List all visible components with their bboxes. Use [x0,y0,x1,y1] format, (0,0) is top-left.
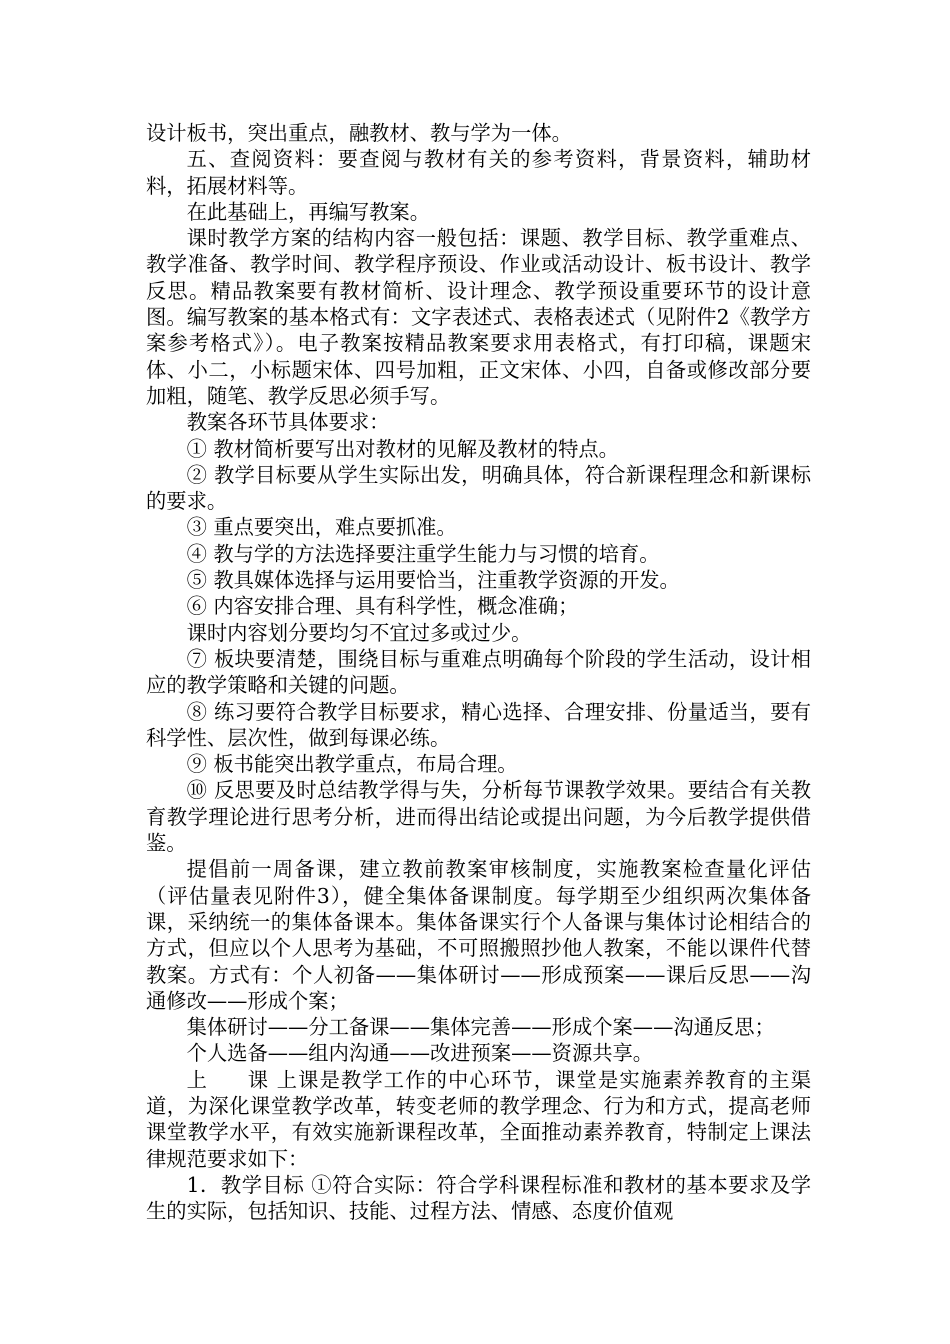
paragraph-write-plan: 在此基础上，再编写教案。 [186,199,430,224]
list-item-3: ③ 重点要突出，难点要抓准。 [186,515,457,540]
paragraph-requirements-intro: 教案各环节具体要求： [186,410,390,435]
list-item-1: ① 教材简析要写出对教材的见解及教材的特点。 [186,436,619,461]
list-item-5: ⑤ 教具媒体选择与运用要恰当，注重教学资源的开发。 [186,568,680,593]
paragraph-board-design: 设计板书，突出重点，融教材、教与学为一体。 [146,121,572,145]
paragraph-process-b: 个人选备——组内沟通——改进预案——资源共享。 [186,1041,654,1066]
list-item-2: ② 教学目标要从学生实际出发，明确具体，符合新课程理念和新课标的要求。 [146,462,811,514]
paragraph-references: 五、查阅资料：要查阅与教材有关的参考资料，背景资料，辅助材料，拓展材料等。 [146,147,811,198]
lesson-text: 上课是教学工作的中心环节，课堂是实施素养教育的主渠道，为深化课堂教学改革，转变老师的教学理念、行为和方式，提高老师课堂教学水平，有效实施新课程改革，全面推动素养教育，特制定上课法律规范要求如下： [146,1067,811,1171]
paragraph-collective-prep: 提倡前一周备课，建立教前教案审核制度，实施教案检查量化评估（评估量表见附件3），健全集体备课制度。每学期至少组织两次集体备课，采纳统一的集体备课本。集体备课实行个人备课与集体讨论相结合的方式，但应以个人思考为基础，不可照搬照抄他人教案，不能以课件代替教案。方式有：个人初备——集体研讨——形成预案——课后反思——沟通修改——形成个案； [146,857,811,1013]
list-item-6: ⑥ 内容安排合理、具有科学性，概念准确； [186,594,579,619]
paragraph-lesson [146,1067,811,1172]
list-item-7: ⑦ 板块要清楚，围绕目标与重难点明确每个阶段的学生活动，设计相应的教学策略和关键的问题。 [146,646,811,698]
list-item-6-continued: 课时内容划分要均匀不宜过多或过少。 [186,620,532,645]
lesson-heading-b: 课 [246,1067,270,1092]
list-item-8: ⑧ 练习要符合教学目标要求，精心选择、合理安排、份量适当，要有科学性、层次性，做到每课必练。 [146,699,811,750]
list-item-9: ⑨ 板书能突出教学重点，布局合理。 [186,752,518,777]
list-item-4: ④ 教与学的方法选择要注重学生能力与习惯的培育。 [186,541,660,566]
paragraph-process-a: 集体研讨——分工备课——集体完善——形成个案——沟通反思； [186,1015,775,1040]
document-page [146,120,811,1224]
paragraph-plan-structure: 课时教学方案的结构内容一般包括：课题、教学目标、教学重难点、教学准备、教学时间、教学程序预设、作业或活动设计、板书设计、教学反思。精品教案要有教材简析、设计理念、教学预设重要环节的设计意图。编写教案的基本格式有：文字表述式、表格表述式（见附件2《教学方案参考格式》）。电子教案按精品教案要求用表格式，有打印稿，课题宋体、小二，小标题宋体、四号加粗，正文宋体、小四，自备或修改部分要加粗，随笔、教学反思必须手写。 [146,226,811,408]
paragraph-teaching-goals: 1．教学目标 ①符合实际：符合学科课程标准和教材的基本要求及学生的实际，包括知识、技能、过程方法、情感、态度价值观 [146,1172,811,1224]
list-item-10: ⑩ 反思要及时总结教学得与失，分析每节课教学效果。要结合有关教育教学理论进行思考分析，进而得出结论或提出问题，为今后教学提供借鉴。 [146,778,811,856]
lesson-heading-a: 上 [186,1067,209,1092]
